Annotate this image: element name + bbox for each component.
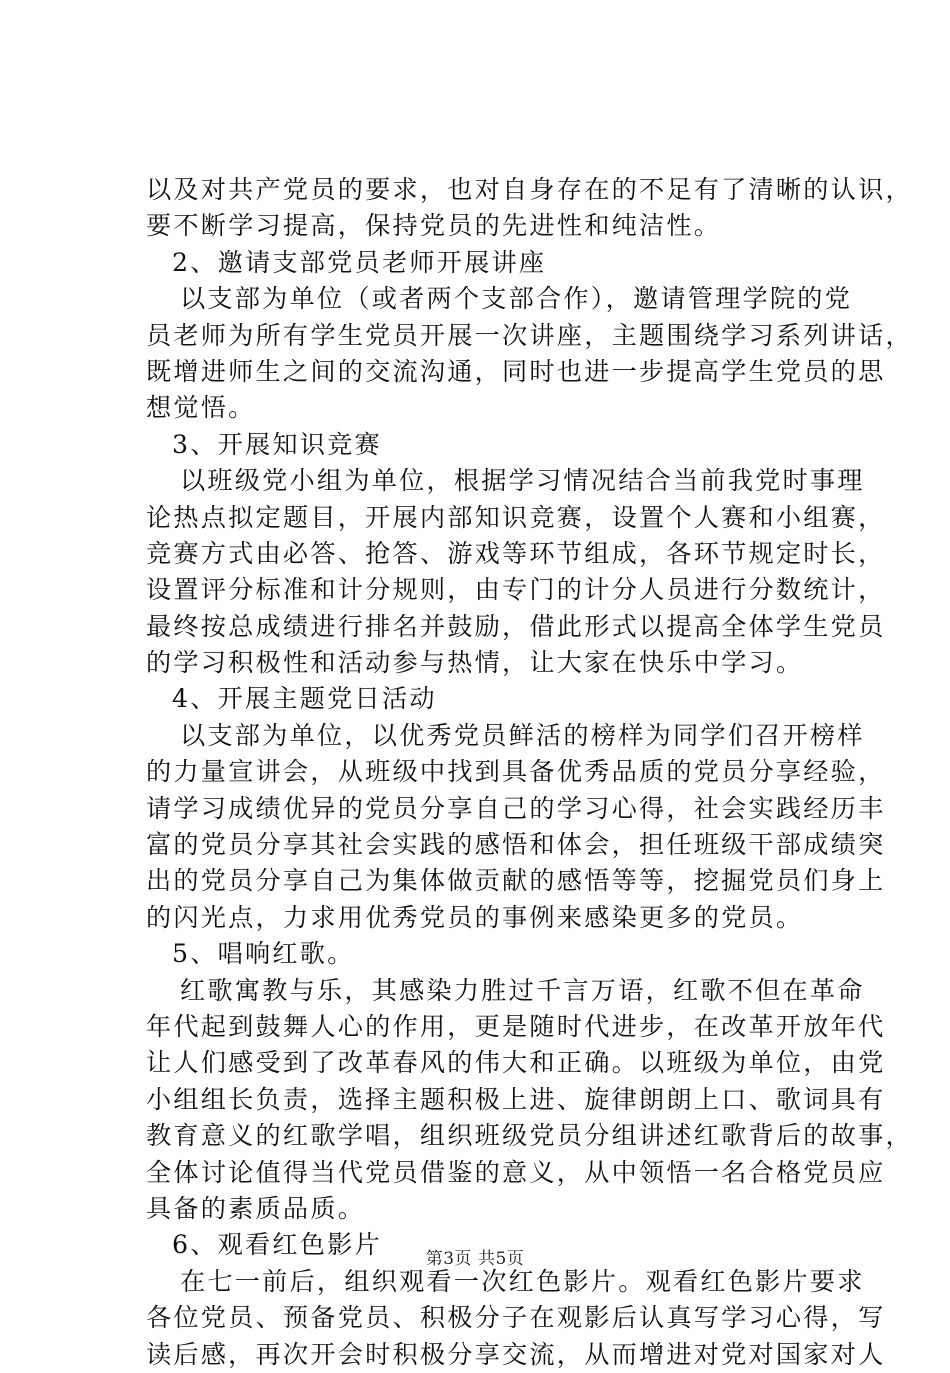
body-line: 的力量宣讲会，从班级中找到具备优秀品质的党员分享经验， bbox=[146, 757, 886, 787]
paragraph-first-line: 以支部为单位（或者两个支部合作），邀请管理学院的党 bbox=[180, 284, 853, 314]
body-line: 员老师为所有学生党员开展一次讲座，主题围绕学习系列讲话， bbox=[146, 320, 913, 350]
document-body bbox=[146, 172, 913, 1373]
section-heading: 6、观看红色影片 bbox=[172, 1230, 382, 1260]
body-line: 富的党员分享其社会实践的感悟和体会，担任班级干部成绩突 bbox=[146, 830, 886, 860]
section-heading: 5、唱响红歌。 bbox=[172, 939, 355, 969]
body-line: 各位党员、预备党员、积极分子在观影后认真写学习心得，写 bbox=[146, 1303, 886, 1333]
paragraph-first-line: 红歌寓教与乐，其感染力胜过千言万语，红歌不但在革命 bbox=[180, 975, 865, 1005]
body-line: 既增进师生之间的交流沟通，同时也进一步提高学生党员的思 bbox=[146, 356, 886, 386]
body-line: 的学习积极性和活动参与热情，让大家在快乐中学习。 bbox=[146, 648, 804, 678]
body-line: 竞赛方式由必答、抢答、游戏等环节组成，各环节规定时长， bbox=[146, 538, 886, 568]
body-line: 出的党员分享自己为集体做贡献的感悟等等，挖掘党员们身上 bbox=[146, 866, 886, 896]
body-line: 最终按总成绩进行排名并鼓励，借此形式以提高全体学生党员 bbox=[146, 611, 886, 641]
page-number-footer: 第3页 共5页 bbox=[425, 1249, 525, 1269]
body-line: 教育意义的红歌学唱，组织班级党员分组讲述红歌背后的故事， bbox=[146, 1121, 913, 1151]
section-heading: 4、开展主题党日活动 bbox=[172, 684, 437, 714]
paragraph-first-line: 以支部为单位，以优秀党员鲜活的榜样为同学们召开榜样 bbox=[180, 720, 865, 750]
body-line: 年代起到鼓舞人心的作用，更是随时代进步，在改革开放年代 bbox=[146, 1011, 886, 1041]
body-line: 请学习成绩优异的党员分享自己的学习心得，社会实践经历丰 bbox=[146, 793, 886, 823]
body-line: 具备的素质品质。 bbox=[146, 1193, 366, 1223]
body-line: 想觉悟。 bbox=[146, 393, 256, 423]
body-line: 以及对共产党员的要求，也对自身存在的不足有了清晰的认识， bbox=[146, 175, 913, 204]
section-heading: 2、邀请支部党员老师开展讲座 bbox=[172, 247, 547, 277]
body-line: 小组组长负责，选择主题积极上进、旋律朗朗上口、歌词具有 bbox=[146, 1084, 886, 1114]
section-heading: 3、开展知识竞赛 bbox=[172, 429, 382, 459]
body-line: 全体讨论值得当代党员借鉴的意义，从中领悟一名合格党员应 bbox=[146, 1157, 886, 1187]
body-line: 的闪光点，力求用优秀党员的事例来感染更多的党员。 bbox=[146, 902, 804, 932]
body-line: 让人们感受到了改革春风的伟大和正确。以班级为单位，由党 bbox=[146, 1048, 886, 1078]
body-line: 设置评分标准和计分规则，由专门的计分人员进行分数统计， bbox=[146, 575, 886, 605]
body-line: 论热点拟定题目，开展内部知识竞赛，设置个人赛和小组赛， bbox=[146, 502, 886, 532]
body-line: 要不断学习提高，保持党员的先进性和纯洁性。 bbox=[146, 211, 722, 241]
body-line: 读后感，再次开会时积极分享交流，从而增进对党对国家对人 bbox=[146, 1339, 886, 1369]
paragraph-first-line: 以班级党小组为单位，根据学习情况结合当前我党时事理 bbox=[180, 466, 865, 496]
paragraph-first-line: 在七一前后，组织观看一次红色影片。观看红色影片要求 bbox=[180, 1266, 865, 1296]
